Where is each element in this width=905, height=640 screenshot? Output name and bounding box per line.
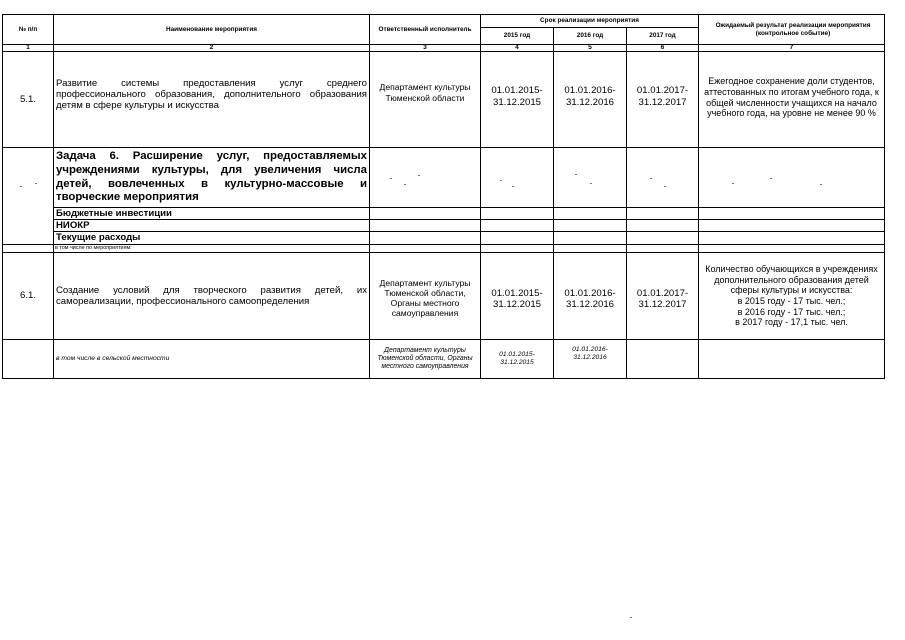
row-6-1-name: Создание условий для творческого развития детей, их самореализации, профессионального самоопределения	[56, 284, 367, 307]
row-6-1-period-2015: 01.01.2015- 31.12.2015	[491, 287, 543, 310]
scan-speckle	[630, 617, 632, 618]
row-6-1-period-2017: 01.01.2017- 31.12.2017	[636, 287, 689, 310]
column-number: 6	[660, 44, 665, 52]
header-event-name: Наименование мероприятия	[166, 25, 257, 33]
header-year-2017: 2017 год	[649, 32, 676, 40]
grid-line	[369, 14, 370, 379]
scan-speckle	[512, 186, 514, 187]
scan-speckle	[390, 178, 392, 179]
column-number: 3	[423, 44, 427, 52]
section-budget-investments: Бюджетные инвестиции	[56, 207, 172, 219]
row-6-1-responsible: Департамент культуры Тюменской области, Органы местного самоуправления	[379, 277, 471, 319]
column-number: 5	[588, 44, 592, 52]
grid-line	[698, 14, 699, 379]
scan-speckle	[35, 183, 37, 184]
row-5-1-name: Развитие системы предоставления услуг среднего профессионального образования, дополнительного образования детям в сфере культуры и искусства	[56, 77, 367, 112]
scan-speckle	[575, 174, 577, 175]
column-number: 2	[209, 44, 214, 52]
row-5-1-expected-result: Ежегодное сохранение доли студентов, аттестованных по итогам учебного года, к общей численности учащихся на начало учебного года, на уровне не менее 90 %	[704, 76, 879, 119]
row-6-1-number: 6.1.	[19, 290, 36, 302]
scan-speckle	[770, 178, 772, 179]
row-5-1-number: 5.1.	[19, 93, 36, 105]
section-niokr: НИОКР	[56, 219, 90, 231]
scan-speckle	[650, 178, 652, 179]
grid-line	[884, 14, 885, 379]
row-rural-period-2016: 01.01.2016- 31.12.2016	[572, 346, 608, 361]
row-rural-period-2015: 01.01.2015- 31.12.2015	[499, 351, 535, 366]
header-expected-result: Ожидаемый результат реализации мероприятия (контрольное событие)	[715, 21, 871, 37]
scan-speckle	[732, 183, 734, 184]
row-5-1-period-2016: 01.01.2016- 31.12.2016	[564, 85, 616, 108]
row-5-1-period-2015: 01.01.2015- 31.12.2015	[491, 85, 543, 108]
scan-speckle	[20, 186, 22, 187]
scan-speckle	[820, 184, 822, 185]
scan-speckle	[664, 186, 666, 187]
row-6-1-expected-result: Количество обучающихся в учреждениях дополнительного образования детей сферы культуры и искусства: в 2015 году - 17 тыс. чел.; в 2016 году - 17 тыс. чел.; в 2017 году - 17,1 тыс. чел.	[705, 264, 878, 328]
row-5-1-period-2017: 01.01.2017- 31.12.2017	[636, 85, 689, 108]
scan-speckle	[500, 180, 502, 181]
column-number: 1	[26, 44, 30, 52]
section-including-events: в том числе по мероприятиям:	[55, 245, 132, 252]
header-responsible: Ответственный исполнитель	[378, 25, 472, 33]
section-current-expenses: Текущие расходы	[56, 232, 141, 244]
header-period: Срок реализации мероприятия	[540, 17, 639, 25]
scan-speckle	[404, 184, 406, 185]
header-number: № п/п	[18, 25, 38, 33]
grid-line	[53, 14, 54, 379]
row-rural-responsible: Департамент культуры Тюменской области, Органы местного самоуправления	[377, 346, 473, 371]
header-year-2015: 2015 год	[503, 32, 531, 40]
row-6-1-period-2016: 01.01.2016- 31.12.2016	[564, 287, 616, 310]
header-year-2016: 2016 год	[576, 32, 604, 40]
row-5-1-responsible: Департамент культуры Тюменской области	[379, 82, 471, 103]
scan-speckle	[418, 175, 420, 176]
column-number: 7	[789, 44, 794, 52]
grid-line	[2, 378, 884, 379]
scan-speckle	[590, 183, 592, 184]
row-rural-name: в том числе в сельской местности	[56, 355, 170, 363]
task-6-title: Задача 6. Расширение услуг, предоставляемых учреждениями культуры, для увеличения числа детей, вовлеченных в культурно-массовые и творческие мероприятия	[56, 150, 367, 204]
column-number: 4	[515, 44, 519, 52]
